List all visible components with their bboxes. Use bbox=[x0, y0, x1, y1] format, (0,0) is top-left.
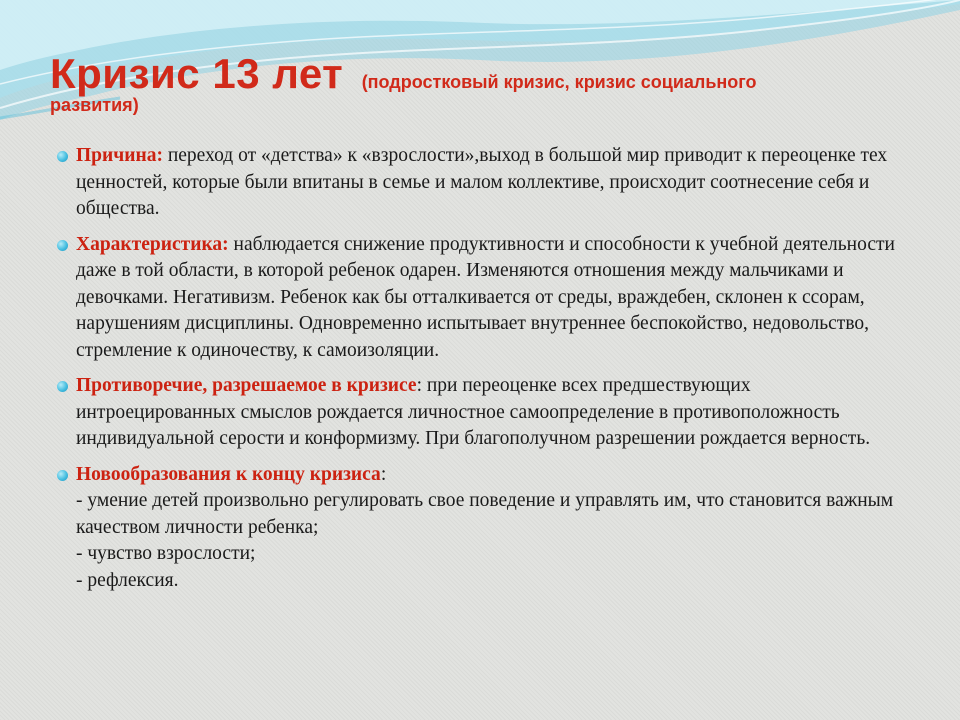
item-text: : bbox=[380, 463, 387, 485]
title-subtitle-line2: развития) bbox=[50, 95, 139, 116]
item-contradiction bbox=[56, 373, 898, 453]
item-label: Новообразования к концу кризиса bbox=[76, 463, 381, 485]
item-label: Причина: bbox=[76, 145, 163, 166]
title-subtitle-line1: (подростковый кризис, кризис социального bbox=[361, 72, 757, 92]
item-text: : при переоценке всех предшествующих интроецированных смыслов рождается личностное самоопределение в противоположность индивидуальной серости и конформизму. При благополучном разрешении рождается верность. bbox=[76, 375, 871, 449]
sub-line: - умение детей произвольно регулировать свое поведение и управлять им, что становится важным качеством личности ребенка; bbox=[76, 490, 894, 538]
bullet-icon bbox=[57, 381, 68, 392]
item-text: переход от «детства» к «взрослости»,выход в большой мир приводит к переоценке тех ценностей, которые были впитаны в семье и малом коллективе, происходит соотнесение себя и общества. bbox=[76, 145, 888, 219]
slide-content bbox=[56, 143, 898, 603]
bullet-icon bbox=[57, 470, 68, 481]
item-label: Характеристика: bbox=[76, 233, 229, 255]
item-characteristic bbox=[56, 232, 898, 365]
item-new-formations bbox=[56, 462, 898, 595]
slide-title bbox=[50, 52, 930, 116]
title-main: Кризис 13 лет bbox=[50, 50, 344, 97]
bullet-icon bbox=[57, 240, 68, 251]
sub-line: - рефлексия. bbox=[76, 569, 179, 591]
item-cause bbox=[56, 143, 898, 223]
item-label: Противоречие, разрешаемое в кризисе bbox=[76, 375, 417, 396]
sub-line: - чувство взрослости; bbox=[76, 543, 256, 564]
bullet-icon bbox=[57, 151, 68, 162]
item-text: наблюдается снижение продуктивности и способности к учебной деятельности даже в той области, в которой ребенок одарен. Изменяются отношения между мальчиками и девочками. Негативизм. Ребенок как бы отталкивается от среды, враждебен, склонен к ссорам, нарушениям дисциплины. Одновременно испытывает внутреннее беспокойство, недовольство, стремление к одиночеству, к самоизоляции. bbox=[76, 233, 895, 361]
